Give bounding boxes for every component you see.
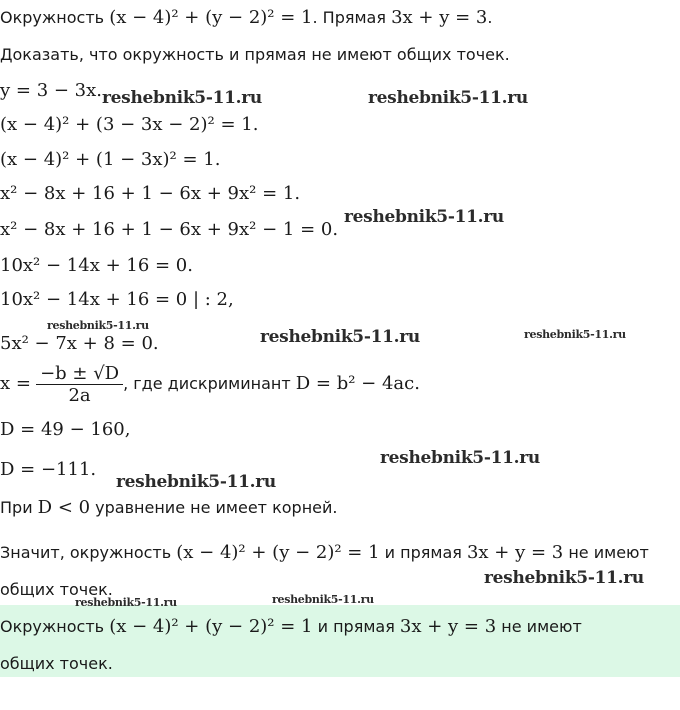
watermark: reshebnik5-11.ru [380,448,540,468]
watermark: reshebnik5-11.ru [260,327,420,347]
discriminant-condition: D < 0 [37,497,91,518]
line-equation: 3x + y = 3 [399,616,497,637]
circle-equation: (x − 4)² + (y − 2)² = 1 [176,542,380,563]
watermark: reshebnik5-11.ru [47,319,149,332]
answer-text: и прямая [312,617,400,636]
problem-statement-line-1 [0,6,492,30]
conclusion-no-roots [0,496,337,520]
watermark: reshebnik5-11.ru [272,593,374,606]
conclusion-text: не имеют [563,543,649,562]
problem-text: . Прямая [312,8,392,27]
conclusion-text: При [0,498,38,517]
problem-text: Окружность [0,8,110,27]
quadratic-formula-line [0,363,420,406]
solution-step-7: 10x² − 14x + 16 = 0 | : 2, [0,289,234,310]
watermark: reshebnik5-11.ru [368,88,528,108]
solution-step-4: x² − 8x + 16 + 1 − 6x + 9x² = 1. [0,183,301,204]
solution-step-8: 5x² − 7x + 8 = 0. [0,333,159,354]
fraction-denominator: 2a [68,385,91,406]
conclusion-text: Значит, окружность [0,543,177,562]
line-equation: 3x + y = 3 [391,7,488,28]
solution-step-1: y = 3 − 3x. [0,80,102,101]
watermark: reshebnik5-11.ru [102,88,262,108]
watermark: reshebnik5-11.ru [484,568,644,588]
problem-text: . [487,8,493,27]
fraction-numerator: −b ± √D [36,363,123,385]
watermark: reshebnik5-11.ru [524,328,626,341]
discriminant-formula: D = b² − 4ac. [295,373,420,394]
solution-step-3: (x − 4)² + (1 − 3x)² = 1. [0,149,221,170]
conclusion-line-2: общих точек. [0,580,113,599]
answer-line-2: общих точек. [0,654,113,673]
circle-equation: (x − 4)² + (y − 2)² = 1 [109,7,313,28]
line-equation: 3x + y = 3 [466,542,564,563]
watermark: reshebnik5-11.ru [116,472,276,492]
watermark: reshebnik5-11.ru [344,207,504,227]
answer-text: не имеют [496,617,582,636]
conclusion-text: уравнение не имеет корней. [90,498,338,517]
circle-equation: (x − 4)² + (y − 2)² = 1 [109,616,313,637]
answer-text: Окружность [0,617,110,636]
formula-lhs: x = [0,373,31,394]
solution-step-10: D = 49 − 160, [0,419,131,440]
discriminant-text: , где дискриминант [123,374,296,393]
solution-step-2: (x − 4)² + (3 − 3x − 2)² = 1. [0,114,259,135]
solution-step-11: D = −111. [0,459,97,480]
answer-line-1 [0,615,582,639]
watermark: reshebnik5-11.ru [75,596,177,609]
conclusion-line-1 [0,541,649,565]
quadratic-formula-fraction [36,363,123,406]
conclusion-text: и прямая [379,543,467,562]
problem-statement-line-2: Доказать, что окружность и прямая не имеют общих точек. [0,45,510,64]
solution-step-6: 10x² − 14x + 16 = 0. [0,255,193,276]
solution-step-5: x² − 8x + 16 + 1 − 6x + 9x² − 1 = 0. [0,219,339,240]
